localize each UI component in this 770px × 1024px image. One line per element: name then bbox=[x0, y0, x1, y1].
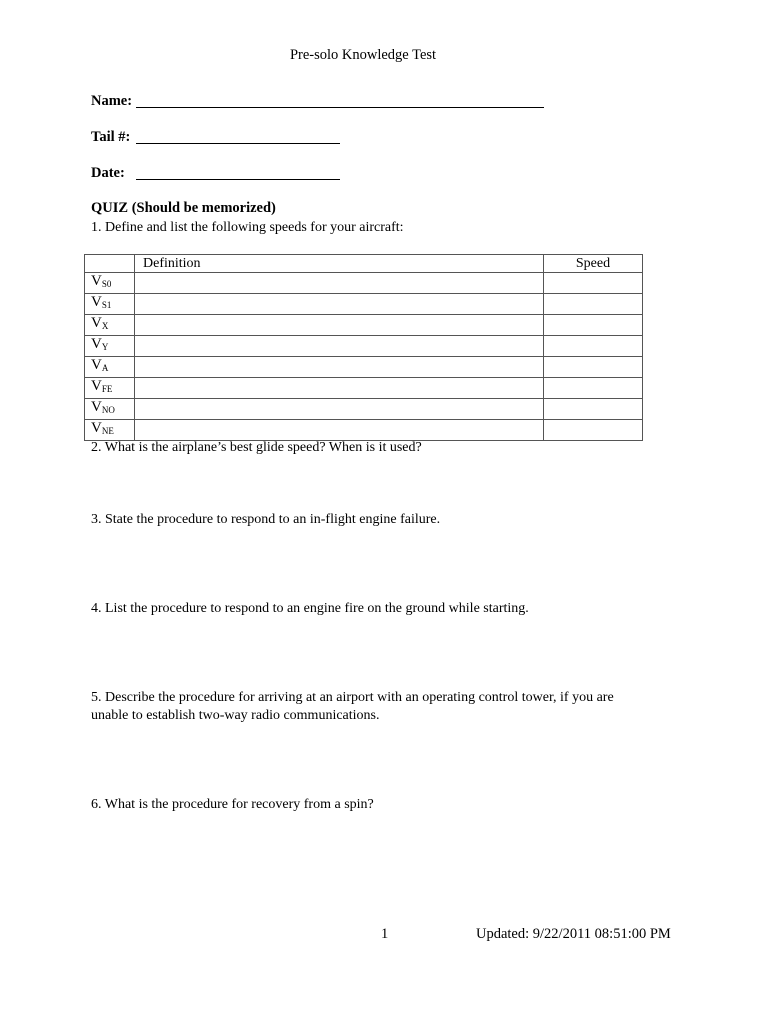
tail-number-label: Tail #: bbox=[91, 129, 131, 145]
definition-cell[interactable] bbox=[135, 399, 544, 420]
speed-label-vno: $V_{NO}$ bbox=[85, 399, 135, 420]
document-title: Pre-solo Knowledge Test bbox=[289, 47, 437, 63]
table-row bbox=[85, 399, 643, 420]
speed-label-va: $V_A$ bbox=[85, 357, 135, 378]
definition-cell[interactable] bbox=[135, 315, 544, 336]
definition-cell[interactable] bbox=[135, 294, 544, 315]
definition-cell[interactable] bbox=[135, 273, 544, 294]
question-5-line-1: 5. Describe the procedure for arriving at an airport with an operating control tower, if you are bbox=[91, 690, 614, 705]
definition-cell[interactable] bbox=[135, 357, 544, 378]
table-row bbox=[85, 420, 643, 441]
question-3: 3. State the procedure to respond to an in-flight engine failure. bbox=[91, 512, 441, 527]
table-row bbox=[85, 336, 643, 357]
speed-cell[interactable] bbox=[544, 315, 643, 336]
table-header-row bbox=[85, 255, 643, 273]
speed-cell[interactable] bbox=[544, 378, 643, 399]
definition-cell[interactable] bbox=[135, 378, 544, 399]
question-2: 2. What is the airplane’s best glide speed? When is it used? bbox=[91, 440, 422, 455]
speed-label-vne: $V_{NE}$ bbox=[85, 420, 135, 441]
definition-cell[interactable] bbox=[135, 336, 544, 357]
tail-number-field-line bbox=[136, 143, 340, 144]
table-row bbox=[85, 378, 643, 399]
page-number: 1 bbox=[381, 926, 389, 942]
speed-label-vfe: $V_{FE}$ bbox=[85, 378, 135, 399]
date-label: Date: bbox=[91, 165, 125, 181]
table-header-definition: Definition bbox=[135, 255, 544, 273]
speeds-table bbox=[84, 254, 643, 441]
speed-label-vs0: $V_{S0}$ bbox=[85, 273, 135, 294]
speed-label-vy: $V_Y$ bbox=[85, 336, 135, 357]
speed-cell[interactable] bbox=[544, 357, 643, 378]
speed-cell[interactable] bbox=[544, 399, 643, 420]
speed-cell[interactable] bbox=[544, 336, 643, 357]
question-4: 4. List the procedure to respond to an engine fire on the ground while starting. bbox=[91, 601, 529, 616]
table-row bbox=[85, 273, 643, 294]
definition-cell[interactable] bbox=[135, 420, 544, 441]
speed-cell[interactable] bbox=[544, 273, 643, 294]
table-row bbox=[85, 357, 643, 378]
speed-cell[interactable] bbox=[544, 420, 643, 441]
quiz-heading: QUIZ (Should be memorized) bbox=[91, 200, 276, 216]
speed-label-vs1: $V_{S1}$ bbox=[85, 294, 135, 315]
name-field-line bbox=[136, 107, 544, 108]
table-row bbox=[85, 294, 643, 315]
table-header-blank bbox=[85, 255, 135, 273]
question-5-line-2: unable to establish two-way radio communications. bbox=[91, 708, 380, 723]
table-row bbox=[85, 315, 643, 336]
speed-label-vx: $V_X$ bbox=[85, 315, 135, 336]
question-1: 1. Define and list the following speeds for your aircraft: bbox=[91, 220, 404, 235]
question-6: 6. What is the procedure for recovery from a spin? bbox=[91, 797, 374, 812]
speed-cell[interactable] bbox=[544, 294, 643, 315]
updated-timestamp: Updated: 9/22/2011 08:51:00 PM bbox=[476, 926, 671, 942]
date-field-line bbox=[136, 179, 340, 180]
table-header-speed: Speed bbox=[544, 255, 643, 273]
name-label: Name: bbox=[91, 93, 133, 109]
